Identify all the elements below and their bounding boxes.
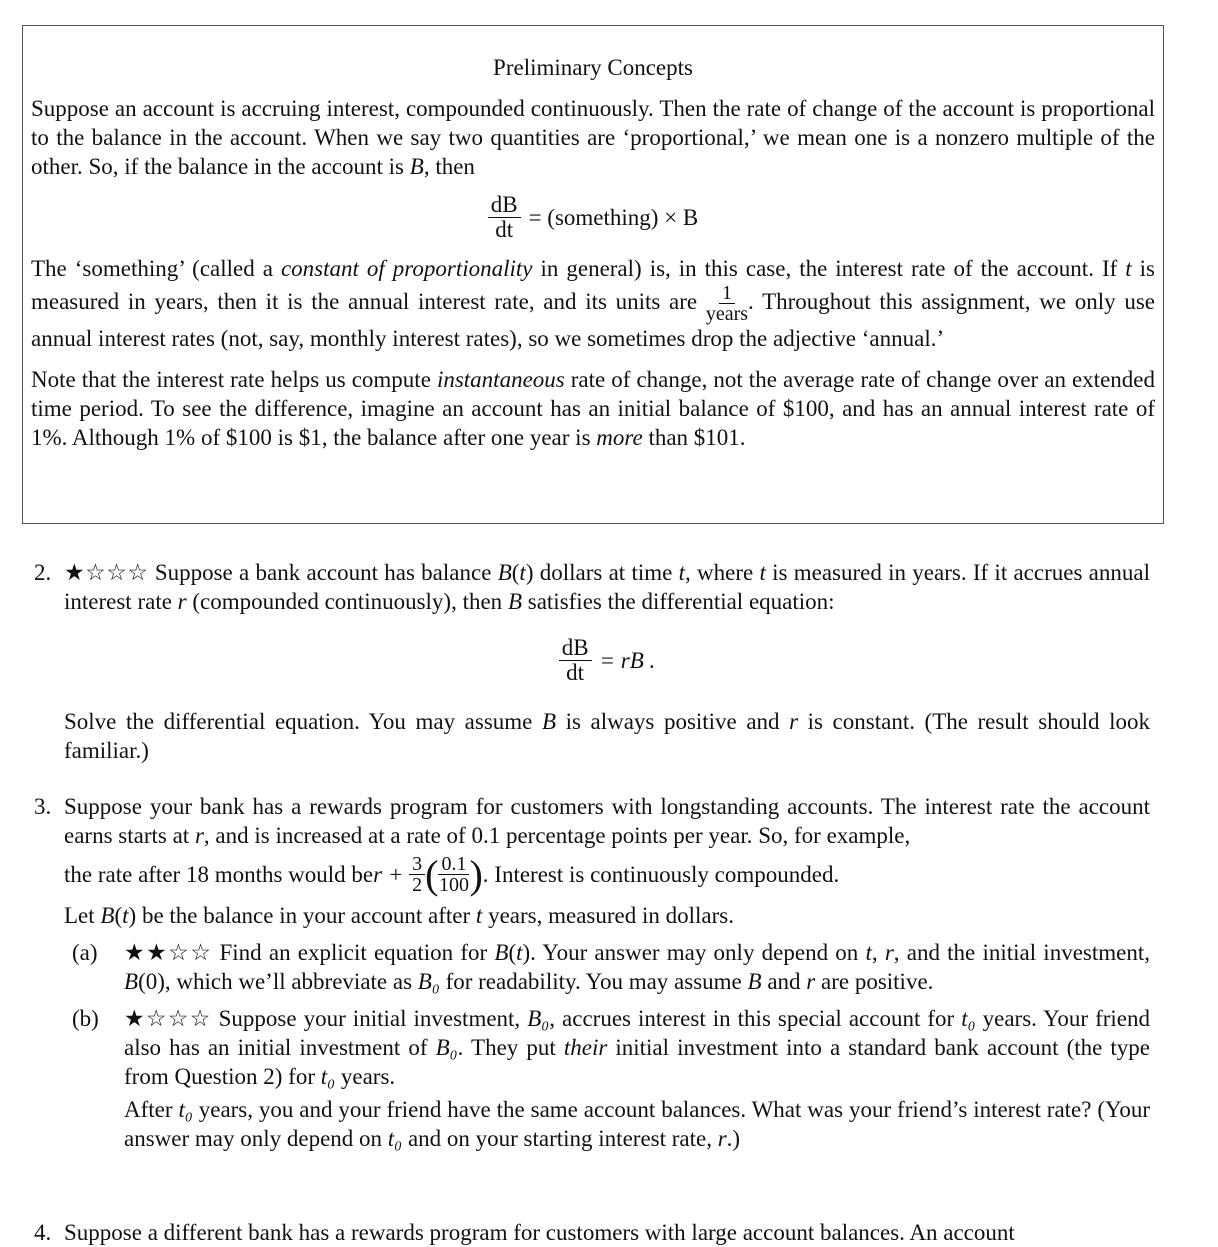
math-or-emphasis: B [507, 589, 522, 614]
equation-db-dt-something [31, 193, 1155, 242]
numerator: 3 [409, 854, 425, 875]
math-or-emphasis: t₀ [320, 1064, 336, 1089]
question-text [64, 558, 1150, 616]
math-r-plus: r + [373, 862, 404, 887]
text-run: After [124, 1097, 179, 1122]
math-or-emphasis: r [884, 940, 894, 965]
math-or-emphasis: B [541, 709, 557, 734]
question-number: 3. [34, 794, 52, 819]
text-run: rate of change, not the average rate of change over an extended time period. To see the difference, imagine an account has an initial balance of $100, and has an annual interest rate of 1%. Although 1% of $100 is $1, the balance after one year is [31, 367, 1155, 450]
text-run: , and the initial investment, [893, 940, 1150, 965]
math-or-emphasis: t [516, 940, 523, 965]
preliminary-concepts-box [22, 25, 1164, 524]
part-text-part [124, 1006, 1150, 1089]
math-or-emphasis: t [678, 560, 686, 585]
math-or-emphasis: t [759, 560, 766, 585]
math-or-emphasis: constant of proportionality [280, 256, 533, 281]
part-label: (b) [72, 1006, 99, 1031]
paragraph-instantaneous [31, 365, 1155, 452]
paragraph-interest-rate [31, 254, 1155, 353]
difficulty-stars-icon: ★☆☆☆ [124, 1006, 212, 1031]
text-run: Note that the interest rate helps us compute [31, 367, 437, 392]
denominator: 2 [412, 874, 423, 896]
equation-db-dt-rb [64, 636, 1150, 685]
text-run: than $101. [642, 425, 746, 450]
paren-close: ) [469, 852, 483, 897]
text-run: Find an explicit equation for [212, 940, 495, 965]
fraction-db-dt [559, 636, 592, 685]
equation-rhs: = (something) × B [528, 205, 699, 230]
math-or-emphasis: t [122, 903, 129, 928]
math-or-emphasis: B [747, 969, 762, 994]
math-or-emphasis: B₀ [527, 1006, 550, 1031]
text-run: , where [685, 560, 760, 585]
math-or-emphasis: t₀ [961, 1006, 976, 1031]
question-text-part [64, 560, 1150, 614]
math-or-emphasis: t [519, 560, 526, 585]
question-text [64, 792, 1150, 850]
paren-open: ( [425, 852, 439, 897]
text-run: years. [335, 1064, 396, 1089]
text-run: is measured in years, then it is the annual interest rate, and its units are [31, 256, 1155, 314]
text-run: (0), which we’ll abbreviate as [138, 969, 418, 994]
math-or-emphasis: B [494, 940, 509, 965]
question-number: 2. [34, 560, 52, 585]
text-run: . They put [457, 1035, 564, 1060]
math-or-emphasis: r [717, 1126, 727, 1151]
text-run: are positive. [815, 969, 934, 994]
part-text [124, 1004, 1150, 1091]
text-run: ( [114, 903, 123, 928]
text-run: and [761, 969, 807, 994]
math-or-emphasis: t [1125, 256, 1132, 281]
denominator: years [705, 303, 749, 325]
math-or-emphasis: more [596, 425, 643, 450]
rate-example [64, 854, 1150, 895]
math-or-emphasis: t₀ [387, 1126, 403, 1151]
text-run: is measured in years. If it accrues annual interest rate [64, 560, 1150, 614]
fraction-db-dt [488, 193, 521, 242]
text-run: Suppose an account is accruing interest, compounded continuously. Then the rate of change of the account is proportional to the balance in the account. When we say two quantities are ‘proportional,’ we mean one is a nonzero multiple of the other. So, if the balance in the account is [31, 96, 1155, 179]
question-text: Suppose a different bank has a rewards program for customers with large account balances. An account [64, 1220, 1015, 1245]
text-run: ( [508, 940, 517, 965]
text-run: ) be the balance in your account after [128, 903, 476, 928]
question-2 [34, 558, 1150, 765]
text-run: The ‘something’ (called a [31, 256, 281, 281]
equation-rhs: = rB . [599, 648, 656, 673]
part-a [72, 938, 1150, 996]
fraction-0.1-100 [438, 854, 469, 895]
math-or-emphasis: B [100, 903, 115, 928]
difficulty-stars-icon: ★☆☆☆ [64, 560, 149, 585]
text-run: Suppose your bank has a rewards program for customers with longstanding accounts. The interest rate the account earns starts at [64, 794, 1150, 848]
question-4 [34, 1218, 1150, 1247]
paragraph-proportional [31, 94, 1155, 181]
denominator: 100 [438, 874, 469, 896]
text: . Interest is continuously compounded. [482, 862, 840, 887]
text-run: years, measured in dollars. [482, 903, 734, 928]
fraction-3-2 [409, 854, 425, 895]
text-run: Suppose a bank account has balance [148, 560, 498, 585]
math-or-emphasis: instantaneous [436, 367, 565, 392]
text-run: Solve the differential equation. You may assume [64, 709, 542, 734]
text-run: , then [423, 154, 475, 179]
text: the rate after 18 months would be [64, 862, 374, 887]
numerator: 1 [719, 283, 735, 304]
math-or-emphasis: t₀ [178, 1097, 193, 1122]
part-text-part [124, 940, 1150, 994]
question-setup [64, 901, 1150, 930]
math-or-emphasis: r [194, 823, 204, 848]
part-label: (a) [72, 940, 98, 965]
denominator: dt [495, 217, 514, 242]
numerator: dB [559, 636, 592, 661]
text-run: , and is increased at a rate of 0.1 percentage points per year. So, for example, [203, 823, 911, 848]
text-run: initial investment into a standard bank account (the type from Question 2) for [124, 1035, 1151, 1089]
text-run: years, you and your friend have the same account balances. What was your friend’s interest rate? (Your answer may only depend on [124, 1097, 1150, 1151]
part-text-continued [124, 1095, 1150, 1153]
math-or-emphasis: their [563, 1035, 608, 1060]
text-run: ( [511, 560, 520, 585]
text-run: . Throughout this assignment, we only use annual interest rates (not, say, monthly interest rates), so we sometimes drop the adjective ‘annual.’ [31, 288, 1155, 351]
math-or-emphasis: r [806, 969, 816, 994]
text-run: is always positive and [556, 709, 790, 734]
math-or-emphasis: r [789, 709, 799, 734]
question-instructions [64, 707, 1150, 765]
text-run: Suppose your initial investment, [211, 1006, 528, 1031]
text-run: years. Your friend also has an initial investment of [124, 1006, 1151, 1060]
difficulty-stars-icon: ★★☆☆ [124, 940, 213, 965]
text-run: satisfies the differential equation: [522, 589, 835, 614]
text-run: and on your starting interest rate, [402, 1126, 718, 1151]
text-run: ) dollars at time [525, 560, 679, 585]
text-run: Let [64, 903, 101, 928]
math-or-emphasis: t [865, 940, 872, 965]
question-3 [34, 792, 1150, 1153]
text-run: for readability. You may assume [439, 969, 748, 994]
numerator: 0.1 [438, 854, 469, 875]
numerator: dB [488, 193, 521, 218]
math-or-emphasis: r [177, 589, 187, 614]
question-number: 4. [34, 1220, 52, 1245]
math-or-emphasis: B [497, 560, 512, 585]
part-text [124, 938, 1150, 996]
part-b [72, 1004, 1150, 1153]
math-or-emphasis: t [475, 903, 483, 928]
text-run: is constant. (The result should look familiar.) [64, 709, 1150, 763]
math-or-emphasis: B₀ [435, 1035, 458, 1060]
text-run: , accrues interest in this special account for [549, 1006, 962, 1031]
math-or-emphasis: B [124, 969, 139, 994]
text-run: .) [726, 1126, 741, 1151]
math-or-emphasis: B [409, 154, 424, 179]
fraction-units [706, 283, 748, 324]
text-run: ). Your answer may only depend on [522, 940, 866, 965]
section-title: Preliminary Concepts [493, 55, 693, 80]
text-run: (compounded continuously), then [186, 589, 508, 614]
denominator: dt [566, 660, 585, 685]
text-run: , [871, 940, 885, 965]
text-run: in general) is, in this case, the interest rate of the account. If [532, 256, 1126, 281]
math-or-emphasis: B₀ [417, 969, 440, 994]
